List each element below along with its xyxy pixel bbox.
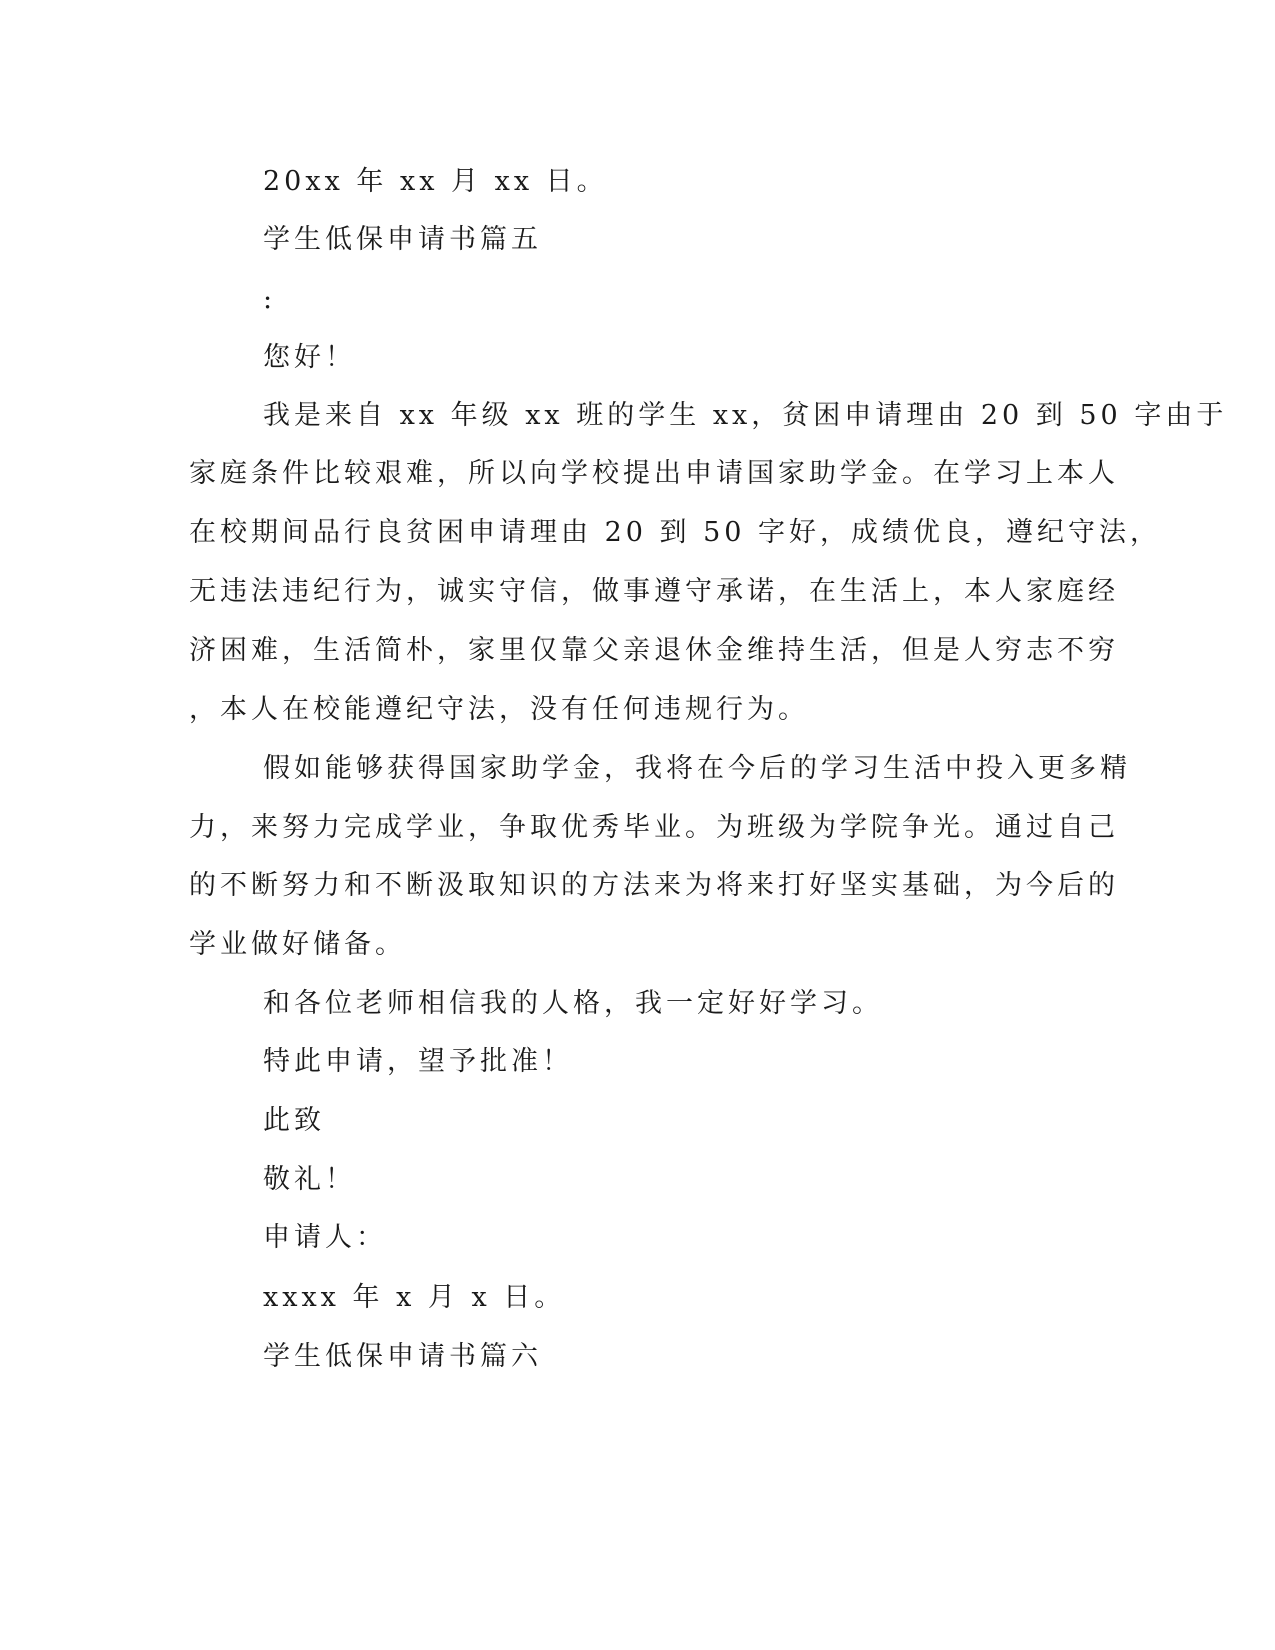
paragraph-3: 和各位老师相信我的人格，我一定好好学习。 — [263, 988, 883, 1019]
applicant-line: 申请人： — [263, 1222, 387, 1253]
closing-line-1: 此致 — [263, 1105, 325, 1136]
paragraph-2-line: 假如能够获得国家助学金，我将在今后的学习生活中投入更多精 — [263, 753, 1131, 784]
request-line: 特此申请，望予批准！ — [263, 1046, 573, 1077]
paragraph-1-line: 我是来自 xx 年级 xx 班的学生 xx，贫困申请理由 20 到 50 字由于 — [263, 400, 1228, 431]
paragraph-2-line: 力，来努力完成学业，争取优秀毕业。为班级为学院争光。通过自己 — [189, 812, 1119, 843]
date-line: 20xx 年 xx 月 xx 日。 — [263, 166, 608, 197]
paragraph-1-line: 济困难，生活简朴，家里仅靠父亲退休金维持生活，但是人穷志不穷 — [189, 635, 1119, 666]
paragraph-1-line: ，本人在校能遵纪守法，没有任何违规行为。 — [189, 694, 809, 725]
section-heading-6: 学生低保申请书篇六 — [263, 1341, 542, 1372]
salutation-colon: : — [263, 284, 277, 315]
paragraph-2-line: 的不断努力和不断汲取知识的方法来为将来打好坚实基础，为今后的 — [189, 870, 1119, 901]
closing-line-2: 敬礼！ — [263, 1164, 356, 1195]
signature-date: xxxx 年 x 月 x 日。 — [263, 1282, 566, 1313]
section-heading-5: 学生低保申请书篇五 — [263, 224, 542, 255]
greeting: 您好！ — [263, 342, 356, 373]
paragraph-1-line: 在校期间品行良贫困申请理由 20 到 50 字好，成绩优良，遵纪守法， — [189, 517, 1162, 548]
paragraph-1-line: 无违法违纪行为，诚实守信，做事遵守承诺，在生活上，本人家庭经 — [189, 576, 1119, 607]
paragraph-2-line: 学业做好储备。 — [189, 929, 406, 960]
paragraph-1-line: 家庭条件比较艰难，所以向学校提出申请国家助学金。在学习上本人 — [189, 458, 1119, 489]
